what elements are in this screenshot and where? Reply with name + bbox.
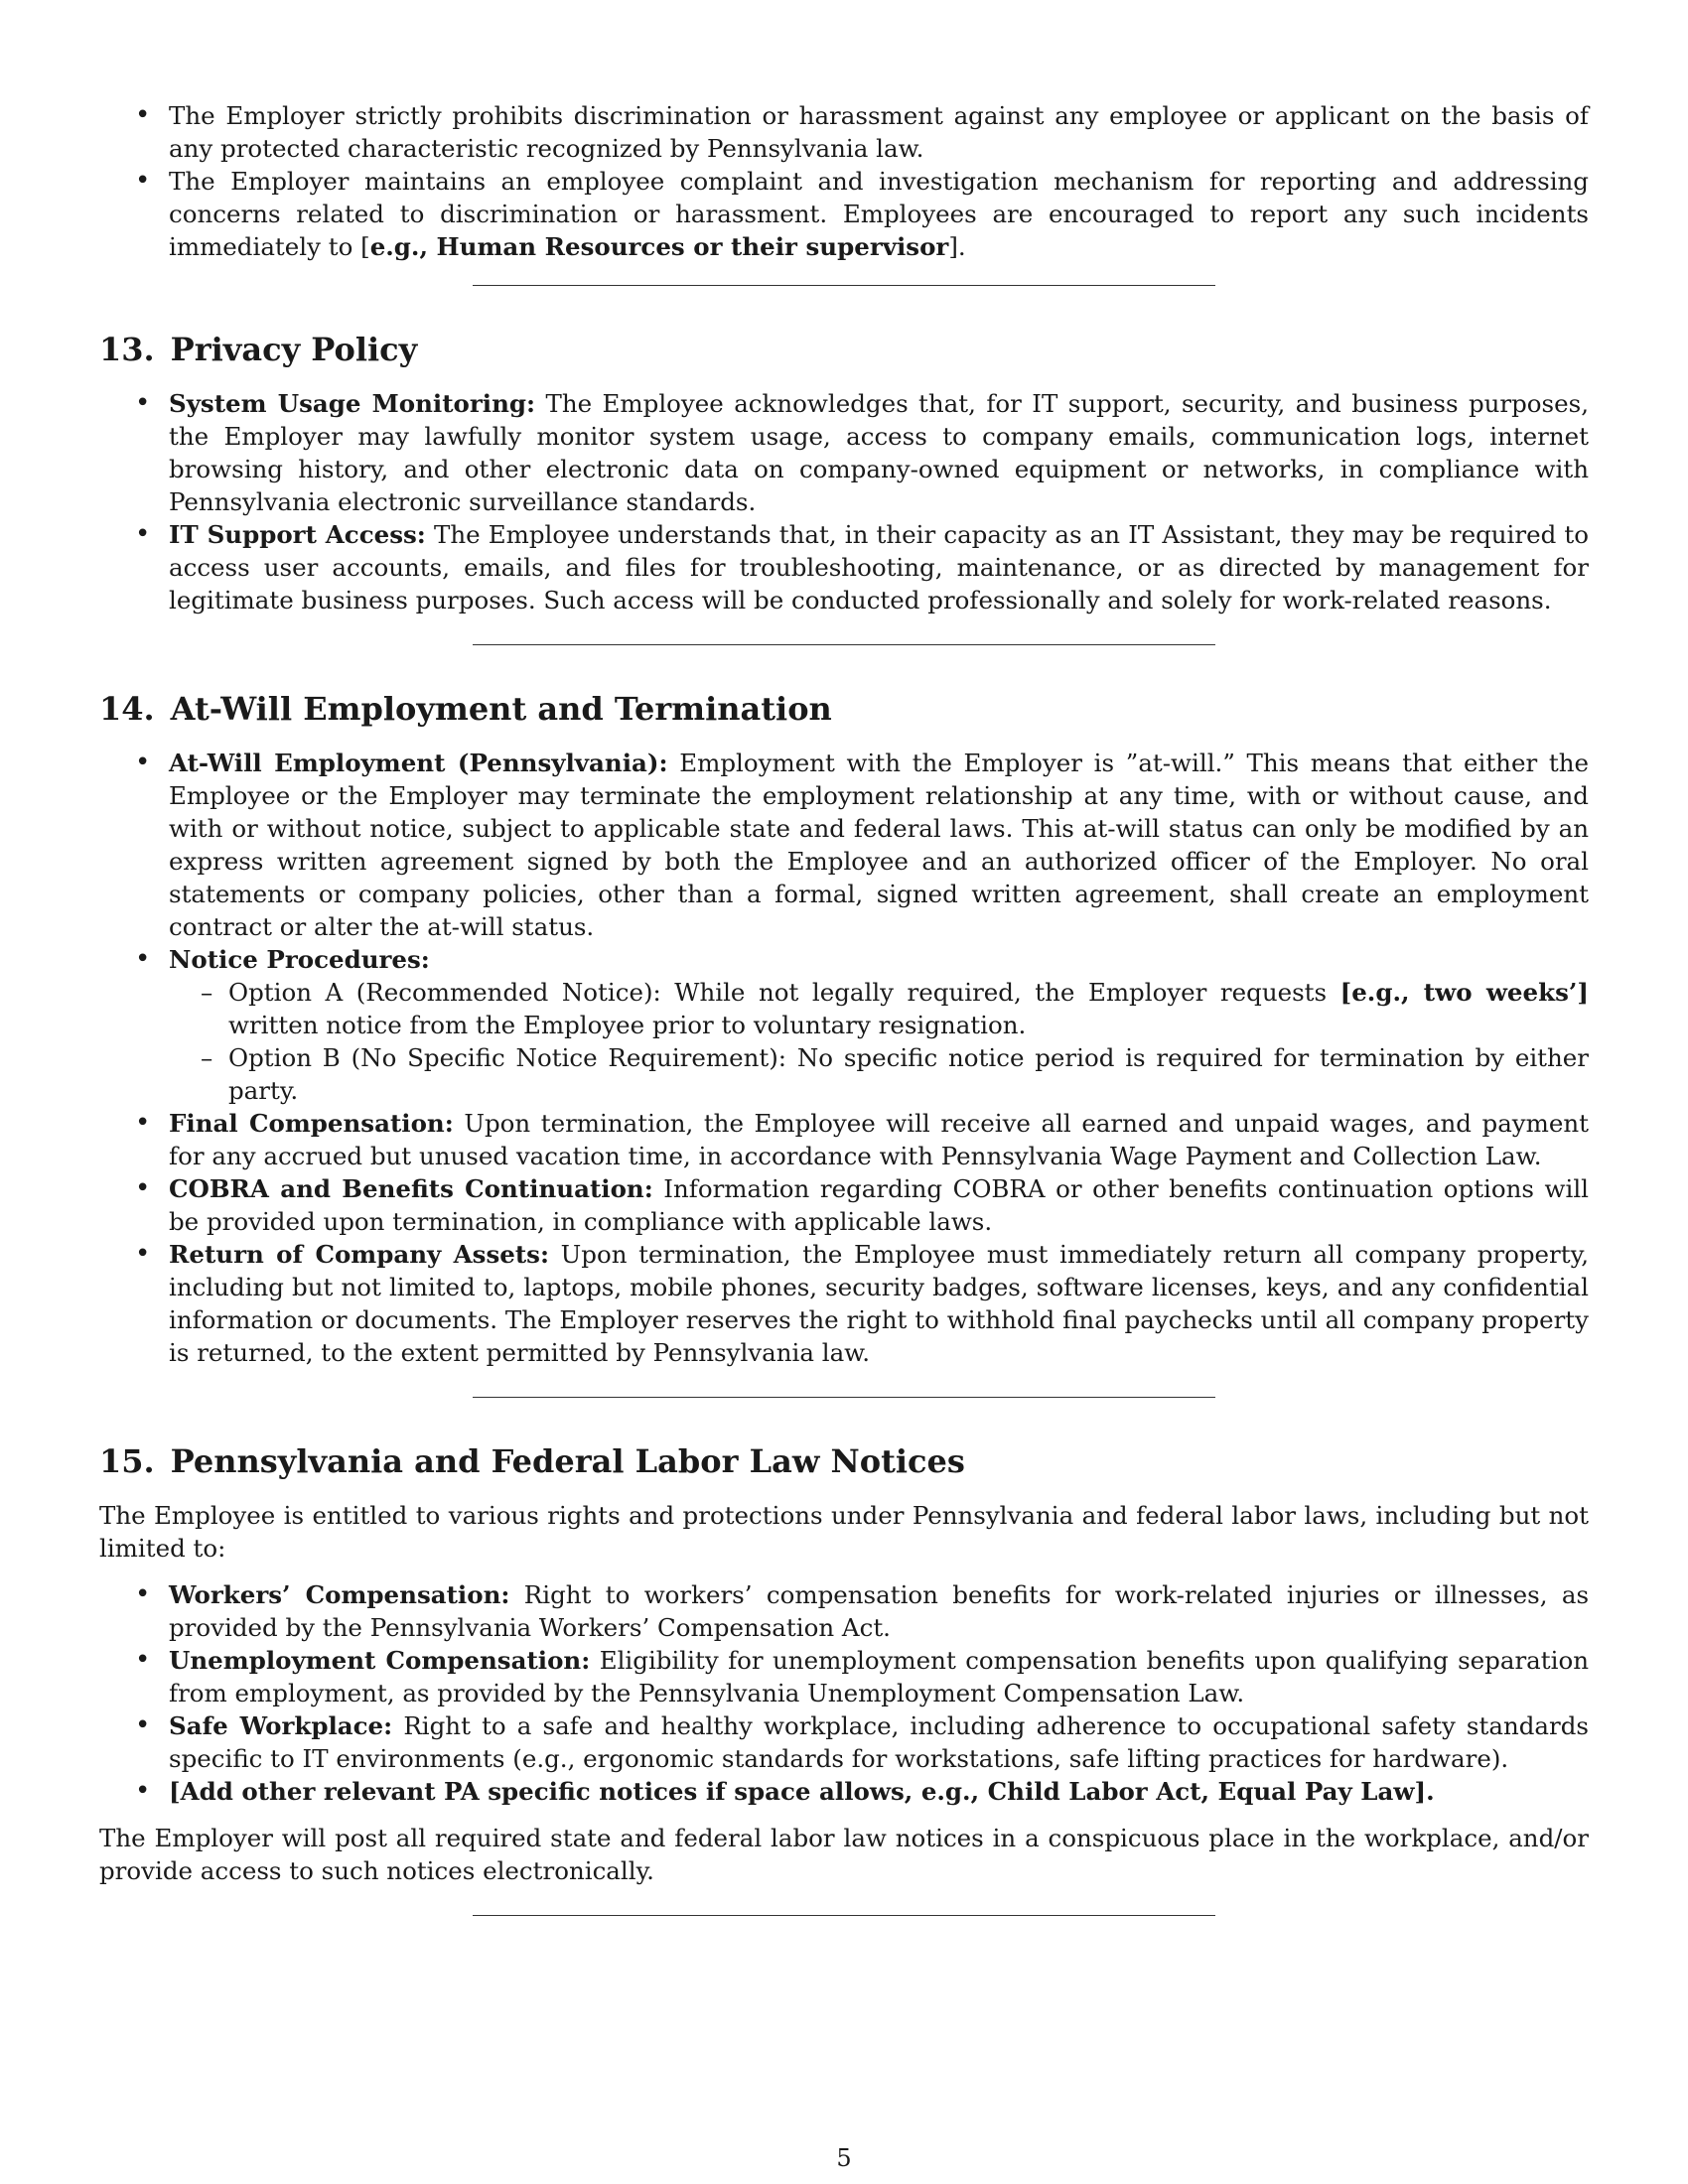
section-divider <box>473 285 1215 286</box>
list-item: • IT Support Access: The Employee understands that, in their capacity as an IT Assistant, they may be required to access user accounts, emails, and files for troubleshooting, maintenance, or as directed by management for legitimate business purposes. Such access will be conducted professionally and solely for work-related reasons. <box>99 518 1589 616</box>
intro-bullet-list <box>99 99 1589 263</box>
list-item: – Option A (Recommended Notice): While not legally required, the Employer requests [e.g., two weeks’] written notice from the Employee prior to voluntary resignation. <box>169 976 1589 1041</box>
list-item: • The Employer strictly prohibits discrimination or harassment against any employee or applicant on the basis of any protected characteristic recognized by Pennsylvania law. <box>99 99 1589 165</box>
section-divider <box>473 1915 1215 1916</box>
list-item: – Option B (No Specific Notice Requirement): No specific notice period is required for termination by either party. <box>169 1041 1589 1107</box>
section-15-intro: The Employee is entitled to various rights and protections under Pennsylvania and federal labor laws, including but not limited to: <box>99 1501 1589 1563</box>
page-number: 5 <box>836 2144 852 2172</box>
section-15-closing: The Employer will post all required state and federal labor law notices in a conspicuous place in the workplace, and/or provide access to such notices electronically. <box>99 1824 1589 1885</box>
section-14-heading: 14. At-Will Employment and Termination <box>99 690 832 728</box>
list-item: • Unemployment Compensation: Eligibility for unemployment compensation benefits upon qualifying separation from employment, as provided by the Pennsylvania Unemployment Compensation Law. <box>99 1644 1589 1709</box>
labor-law-bullet-list <box>99 1578 1589 1808</box>
list-item: • COBRA and Benefits Continuation: Information regarding COBRA or other benefits continuation options will be provided upon termination, in compliance with applicable laws. <box>99 1172 1589 1238</box>
section-15-heading: 15. Pennsylvania and Federal Labor Law Notices <box>99 1442 965 1480</box>
list-item: • Workers’ Compensation: Right to workers’ compensation benefits for work-related injuries or illnesses, as provided by the Pennsylvania Workers’ Compensation Act. <box>99 1578 1589 1644</box>
list-item: • [Add other relevant PA specific notices if space allows, e.g., Child Labor Act, Equal Pay Law]. <box>99 1775 1589 1808</box>
privacy-bullet-list <box>99 387 1589 616</box>
list-item: • Return of Company Assets: Upon termination, the Employee must immediately return all company property, including but not limited to, laptops, mobile phones, security badges, software licenses, keys, and any confidential information or documents. The Employer reserves the right to withhold final paychecks until all company property is returned, to the extent permitted by Pennsylvania law. <box>99 1238 1589 1369</box>
list-item: • System Usage Monitoring: The Employee acknowledges that, for IT support, security, and business purposes, the Employer may lawfully monitor system usage, access to company emails, communication logs, internet browsing history, and other electronic data on company-owned equipment or networks, in compliance with Pennsylvania electronic surveillance standards. <box>99 387 1589 518</box>
list-item: • Safe Workplace: Right to a safe and healthy workplace, including adherence to occupational safety standards specific to IT environments (e.g., ergonomic standards for workstations, safe lifting practices for hardware). <box>99 1709 1589 1775</box>
section-divider <box>473 644 1215 645</box>
list-item: • The Employer maintains an employee complaint and investigation mechanism for reporting and addressing concerns related to discrimination or harassment. Employees are encouraged to report any such incidents immediately to [e.g., Human Resources or their supervisor]. <box>99 165 1589 263</box>
list-item: • At-Will Employment (Pennsylvania): Employment with the Employer is ”at-will.” This means that either the Employee or the Employer may terminate the employment relationship at any time, with or without cause, and with or without notice, subject to applicable state and federal laws. This at-will status can only be modified by an express written agreement signed by both the Employee and an authorized officer of the Employer. No oral statements or company policies, other than a formal, signed written agreement, shall create an employment contract or alter the at-will status. <box>99 747 1589 943</box>
termination-bullet-list <box>99 747 1589 1369</box>
list-item: • Notice Procedures: – Option A (Recommended Notice): While not legally required, the Employer requests [e.g., two weeks’] written notice from the Employee prior to voluntary resignation. – Option B (No Specific Notice Requirement): No specific notice period is required for termination by either party. <box>99 943 1589 1107</box>
document-page <box>99 89 1589 1916</box>
notice-options-list <box>169 976 1589 1107</box>
list-item: • Final Compensation: Upon termination, the Employee will receive all earned and unpaid wages, and payment for any accrued but unused vacation time, in accordance with Pennsylvania Wage Payment and Collection Law. <box>99 1107 1589 1172</box>
section-13-heading: 13. Privacy Policy <box>99 331 418 368</box>
section-divider <box>473 1397 1215 1398</box>
